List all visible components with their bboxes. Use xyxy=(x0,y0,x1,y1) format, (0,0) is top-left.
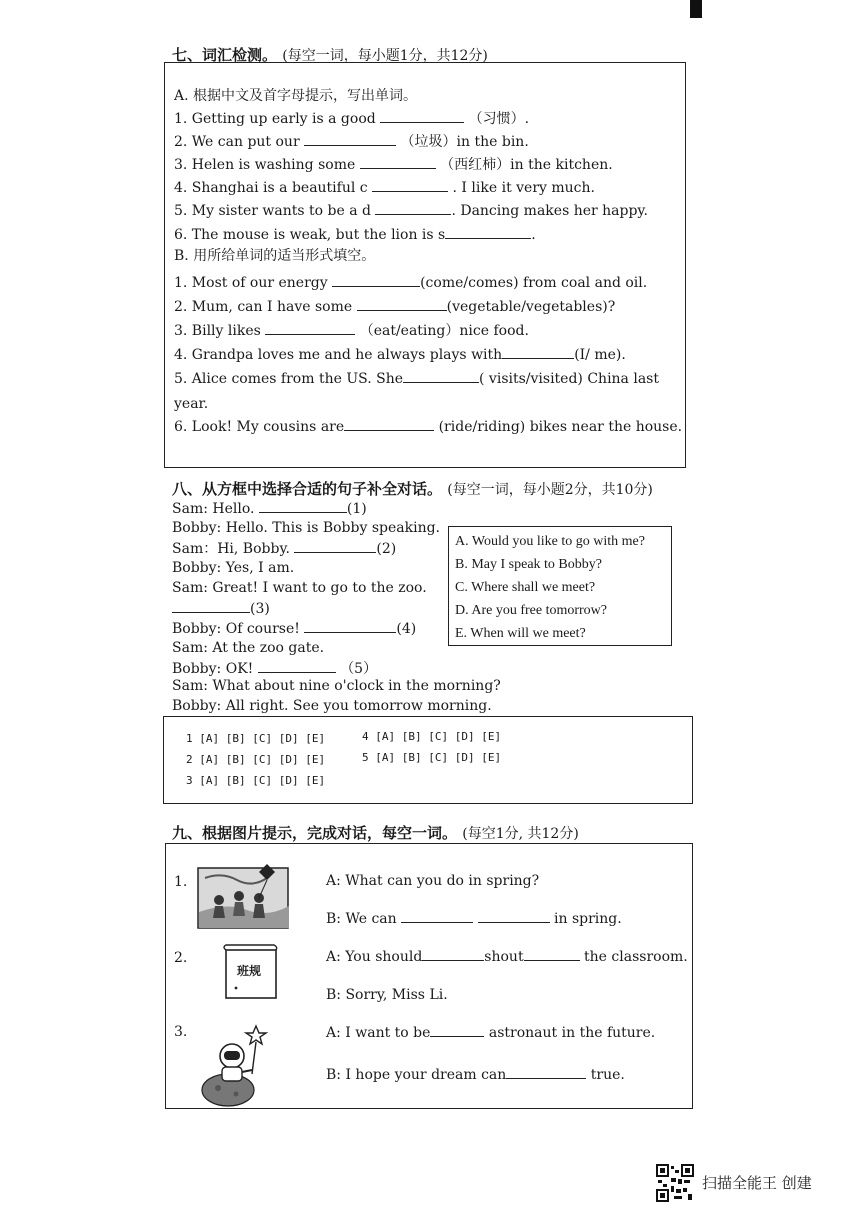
section7-title: 七、词汇检测。 xyxy=(172,46,278,64)
q1-line-a: A: What can you do in spring? xyxy=(326,873,540,889)
q3-line-b: B: I hope your dream can true. xyxy=(326,1064,625,1085)
option-d: D. Are you free tomorrow? xyxy=(455,603,608,618)
q2-number: 2. xyxy=(174,950,188,966)
a-item-5: 5. My sister wants to be a d . Dancing makes her happy. xyxy=(174,200,648,221)
a-item-4: 4. Shanghai is a beautiful c . I like it very much. xyxy=(174,177,595,198)
section9-title: 九、根据图片提示，完成对话，每空一词。 xyxy=(172,824,458,842)
b-item-2: 2. Mum, can I have some (vegetable/vegetables)? xyxy=(174,296,615,317)
dialogue-line-9: Bobby: OK! （5） xyxy=(172,658,377,679)
dialogue-line-2: Bobby: Hello. This is Bobby speaking. xyxy=(172,520,440,536)
option-e: E. When will we meet? xyxy=(455,626,586,641)
section7-note: (每空一词，每小题1分，共12分) xyxy=(282,48,488,64)
kids-flying-kite-icon xyxy=(197,862,291,930)
section8-note: (每空一词，每小题2分，共10分) xyxy=(447,482,653,498)
answer-row-4: 4 [A] [B] [C] [D] [E] xyxy=(362,730,502,743)
dialogue-line-6: (3) xyxy=(172,598,270,619)
q2-line-b: B: Sorry, Miss Li. xyxy=(326,987,448,1003)
dialogue-line-3: Sam：Hi, Bobby. (2) xyxy=(172,538,396,559)
dialogue-line-5: Sam: Great! I want to go to the zoo. xyxy=(172,580,427,596)
option-c: C. Where shall we meet? xyxy=(455,580,596,595)
section8-heading xyxy=(172,478,653,499)
astronaut-picture xyxy=(198,1022,268,1108)
dialogue-line-10: Sam: What about nine o'clock in the morning? xyxy=(172,678,501,694)
q2-line-a: A: You should shout the classroom. xyxy=(326,946,688,967)
class-rules-sign-text: 班规 xyxy=(237,964,262,978)
answer-row-1: 1 [A] [B] [C] [D] [E] xyxy=(186,732,326,745)
a-item-3: 3. Helen is washing some （西红柿）in the kitchen. xyxy=(174,154,613,175)
b-item-3: 3. Billy likes （eat/eating）nice food. xyxy=(174,320,529,341)
class-rules-picture xyxy=(220,944,280,1002)
answer-row-5: 5 [A] [B] [C] [D] [E] xyxy=(362,751,502,764)
dialogue-line-11: Bobby: All right. See you tomorrow morning. xyxy=(172,698,492,714)
b-item-1: 1. Most of our energy (come/comes) from coal and oil. xyxy=(174,272,647,293)
q3-number: 3. xyxy=(174,1024,188,1040)
q1-number: 1. xyxy=(174,874,188,890)
part-a-instruction: A. 根据中文及首字母提示，写出单词。 xyxy=(174,88,418,104)
dialogue-line-8: Sam: At the zoo gate. xyxy=(172,640,325,656)
q3-line-a: A: I want to be astronaut in the future. xyxy=(326,1022,655,1043)
q1-line-b: B: We can in spring. xyxy=(326,908,622,929)
option-a: A. Would you like to go with me? xyxy=(455,534,645,549)
section9-note: (每空1分, 共12分) xyxy=(462,826,579,842)
part-b-instruction: B. 用所给单词的适当形式填空。 xyxy=(174,248,376,264)
answer-row-3: 3 [A] [B] [C] [D] [E] xyxy=(186,774,326,787)
qr-code-icon xyxy=(656,1164,694,1202)
options-box xyxy=(448,526,672,646)
astronaut-on-moon-icon xyxy=(198,1022,268,1108)
a-item-1: 1. Getting up early is a good （习惯）. xyxy=(174,108,529,129)
a-item-6: 6. The mouse is weak, but the lion is s . xyxy=(174,224,536,245)
answer-row-2: 2 [A] [B] [C] [D] [E] xyxy=(186,753,326,766)
dialogue-line-4: Bobby: Yes, I am. xyxy=(172,560,295,576)
scanner-watermark: 扫描全能王 创建 xyxy=(702,1174,812,1192)
section9-heading xyxy=(172,822,579,843)
dialogue-line-1: Sam: Hello. (1) xyxy=(172,498,367,519)
option-b: B. May I speak to Bobby? xyxy=(455,557,602,572)
kite-picture xyxy=(197,862,291,930)
b-item-5-cont: year. xyxy=(174,396,209,412)
dialogue-line-7: Bobby: Of course! (4) xyxy=(172,618,416,639)
b-item-5: 5. Alice comes from the US. She ( visits/visited) China last xyxy=(174,368,659,389)
b-item-4: 4. Grandpa loves me and he always plays with (I/ me). xyxy=(174,344,626,365)
scan-mark xyxy=(690,0,702,18)
section8-title: 八、从方框中选择合适的句子补全对话。 xyxy=(172,480,443,498)
a-item-2: 2. We can put our （垃圾）in the bin. xyxy=(174,131,529,152)
b-item-6: 6. Look! My cousins are (ride/riding) bikes near the house. xyxy=(174,416,682,437)
